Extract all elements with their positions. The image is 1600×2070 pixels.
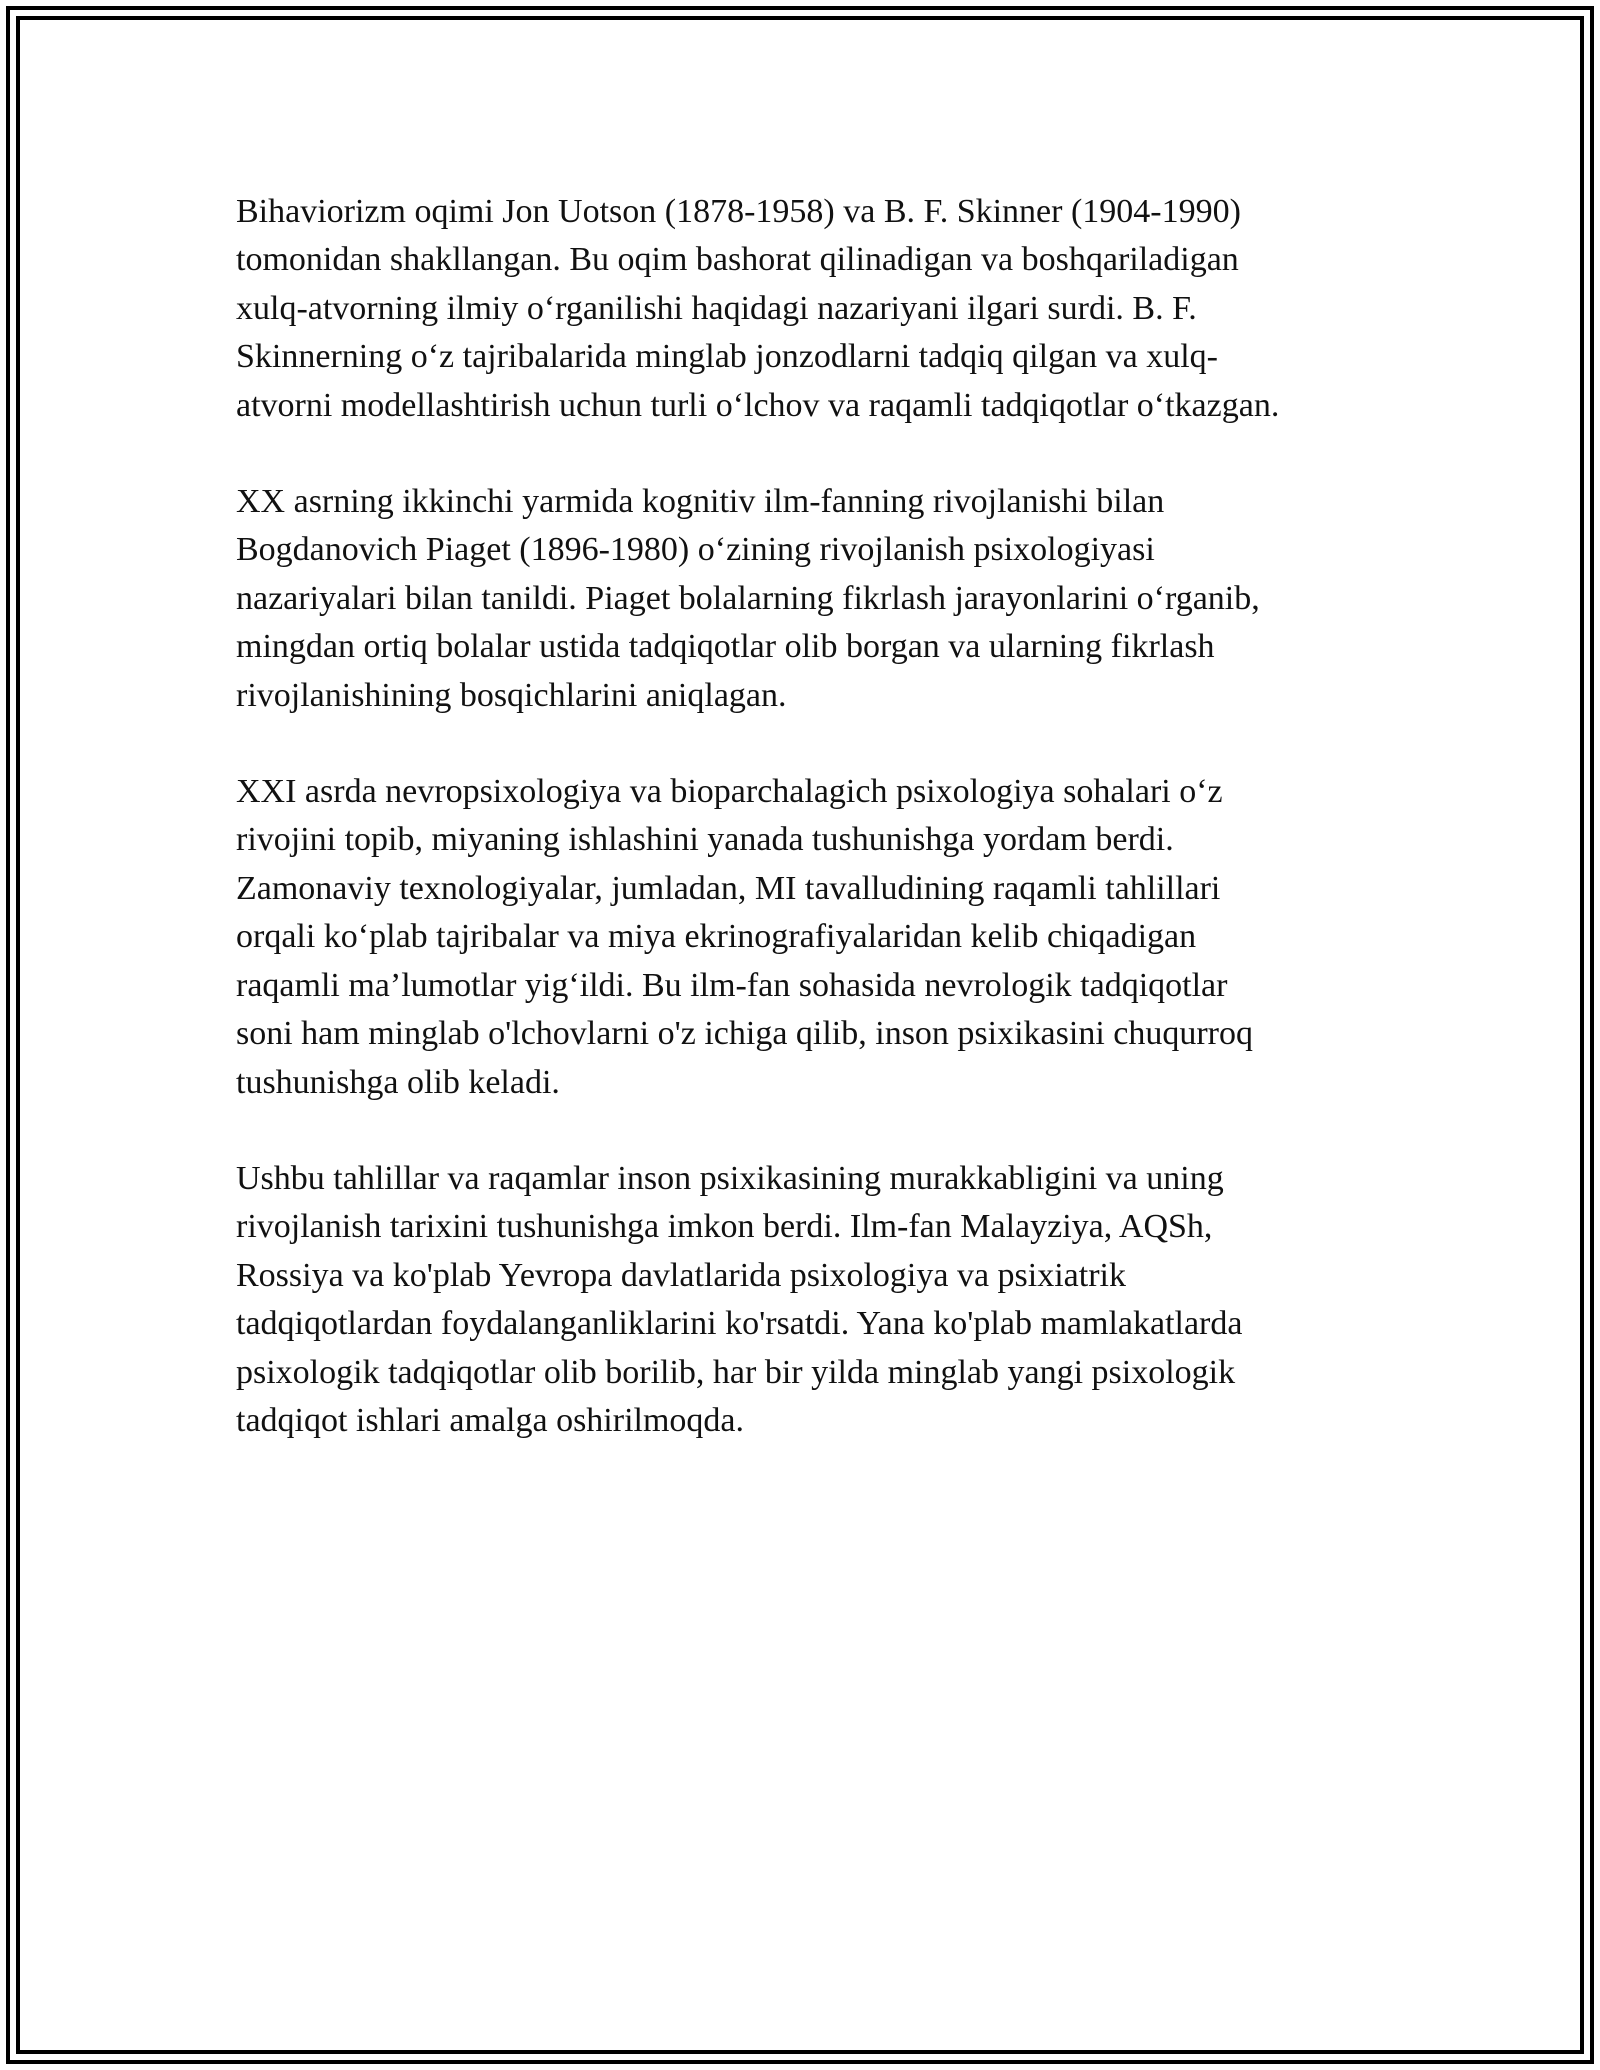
text-line: raqamli ma’lumotlar yig‘ildi. Bu ilm-fan sohasida nevrologik tadqiqotlar [236,966,1228,1004]
text-line: XX asrning ikkinchi yarmida kognitiv ilm-fanning rivojlanishi bilan [236,483,1165,521]
text-line: psixologik tadqiqotlar olib borilib, har bir yilda minglab yangi psixologik [236,1353,1236,1391]
text-line: xulq-atvorning ilmiy o‘rganilishi haqidagi nazariyani ilgari surdi. B. F. [236,289,1197,327]
document-body [236,188,1366,1493]
text-line: rivojini topib, miyaning ishlashini yanada tushunishga yordam berdi. [236,821,1174,859]
paragraph-cognitive-science [236,478,1366,720]
text-line: rivojlanishining bosqichlarini aniqlagan. [236,676,787,714]
text-line: Bogdanovich Piaget (1896-1980) o‘zining rivojlanish psixologiyasi [236,531,1155,569]
paragraph-neuropsychology [236,768,1366,1107]
text-line: nazariyalari bilan tanildi. Piaget bolalarning fikrlash jarayonlarini o‘rganib, [236,579,1260,617]
text-line: Skinnerning o‘z tajribalarida minglab jonzodlarni tadqiq qilgan va xulq- [236,338,1218,376]
text-line: atvorni modellashtirish uchun turli o‘lchov va raqamli tadqiqotlar o‘tkazgan. [236,386,1280,424]
paragraph-behaviorism [236,188,1366,430]
text-line: Bihaviorizm oqimi Jon Uotson (1878-1958) va B. F. Skinner (1904-1990) [236,193,1241,230]
text-line: XXI asrda nevropsixologiya va bioparchalagich psixologiya sohalari o‘z [236,773,1223,811]
text-line: soni ham minglab o'lchovlarni o'z ichiga qilib, inson psixikasini chuqurroq [236,1015,1253,1053]
text-line: rivojlanish tarixini tushunishga imkon berdi. Ilm-fan Malayziya, AQSh, [236,1208,1213,1246]
text-line: orqali ko‘plab tajribalar va miya ekrinografiyalaridan kelib chiqadigan [236,918,1197,956]
text-line: Rossiya va ko'plab Yevropa davlatlarida psixologiya va psixiatrik [236,1256,1126,1294]
text-line: Ushbu tahlillar va raqamlar inson psixikasining murakkabligini va uning [236,1159,1224,1197]
text-line: tadqiqotlardan foydalanganliklarini ko'rsatdi. Yana ko'plab mamlakatlarda [236,1305,1243,1343]
paragraph-analysis [236,1155,1366,1445]
text-line: tadqiqot ishlari amalga oshirilmoqda. [236,1401,745,1439]
text-line: tushunishga olib keladi. [236,1063,560,1101]
text-line: tomonidan shakllangan. Bu oqim bashorat qilinadigan va boshqariladigan [236,241,1239,279]
text-line: mingdan ortiq bolalar ustida tadqiqotlar olib borgan va ularning fikrlash [236,628,1215,666]
text-line: Zamonaviy texnologiyalar, jumladan, MI tavalludining raqamli tahlillari [236,869,1221,907]
